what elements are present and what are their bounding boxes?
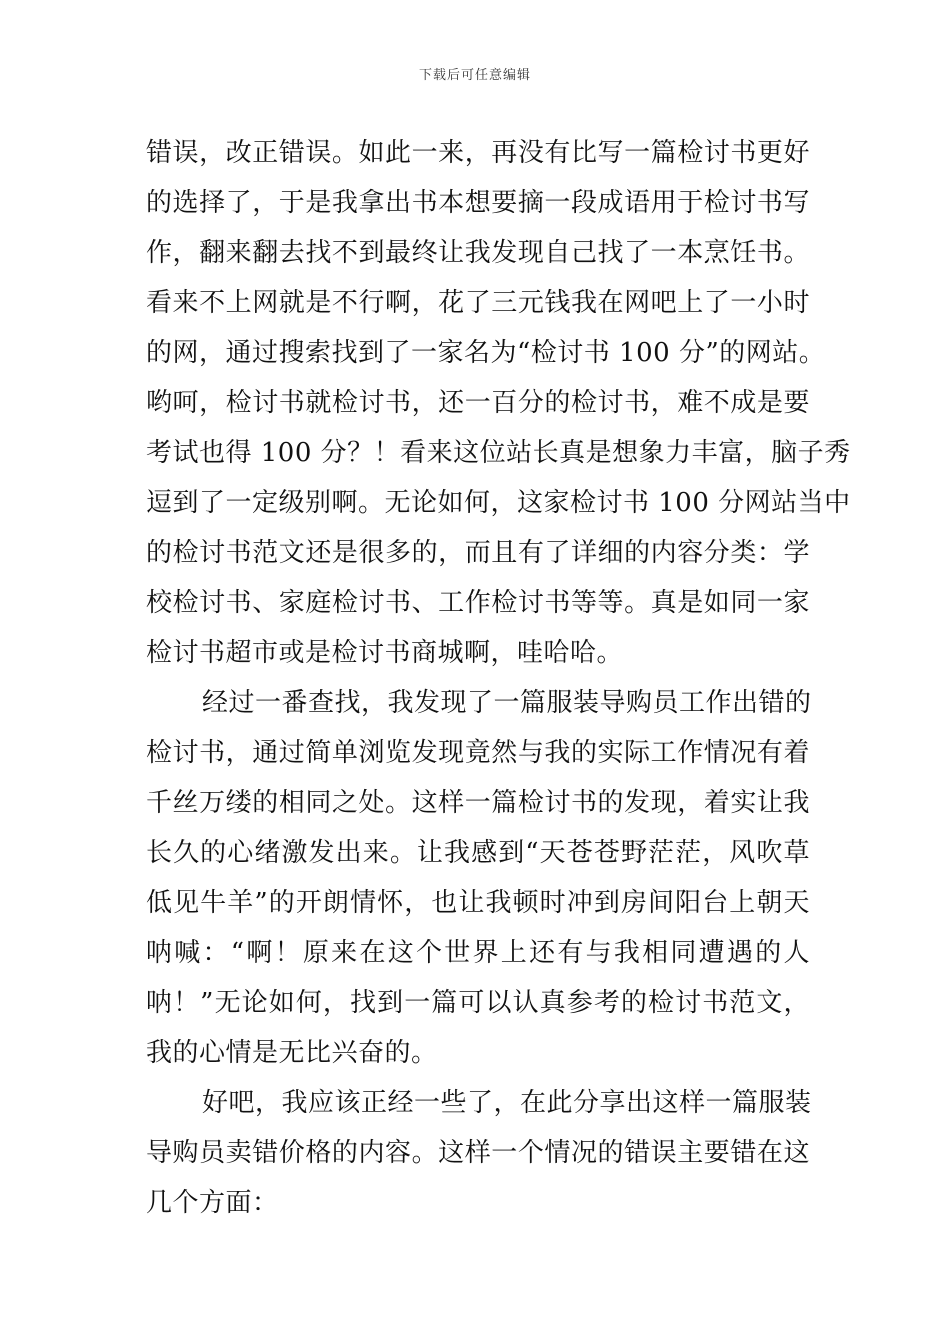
text-line: 我的心情是无比兴奋的。 — [146, 1038, 438, 1068]
text-line: 好吧，我应该正经一些了，在此分享出这样一篇服装 — [202, 1088, 812, 1118]
text-line: 长久的心绪激发出来。让我感到“天苍苍野茫茫，风吹草 — [146, 838, 810, 868]
text-line: 的选择了，于是我拿出书本想要摘一段成语用于检讨书写 — [146, 188, 810, 218]
text-line: 作，翻来翻去找不到最终让我发现自己找了一本烹饪书。 — [146, 238, 810, 268]
text-line: 千丝万缕的相同之处。这样一篇检讨书的发现，着实让我 — [146, 788, 810, 818]
text-line: 几个方面： — [146, 1188, 279, 1218]
text-line: 逗到了一定级别啊。无论如何，这家检讨书 100 分网站当中 — [146, 488, 851, 518]
text-line: 哟呵，检讨书就检讨书，还一百分的检讨书，难不成是要 — [146, 388, 810, 418]
text-line: 看来不上网就是不行啊，花了三元钱我在网吧上了一小时 — [146, 288, 810, 318]
text-line: 考试也得 100 分？！看来这位站长真是想象力丰富，脑子秀 — [146, 438, 851, 468]
text-line: 的网，通过搜索找到了一家名为“检讨书 100 分”的网站。 — [146, 338, 826, 368]
text-line: 检讨书，通过简单浏览发现竟然与我的实际工作情况有着 — [146, 738, 810, 768]
paragraph-1 — [146, 128, 851, 678]
text-line: 导购员卖错价格的内容。这样一个情况的错误主要错在这 — [146, 1138, 810, 1168]
text-line: 经过一番查找，我发现了一篇服装导购员工作出错的 — [202, 688, 812, 718]
page-header: 下载后可任意编辑 — [418, 68, 531, 83]
text-line: 低见牛羊”的开朗情怀，也让我顿时冲到房间阳台上朝天 — [146, 888, 810, 918]
text-line: 呐！”无论如何，找到一篇可以认真参考的检讨书范文， — [146, 988, 810, 1018]
text-line: 错误，改正错误。如此一来，再没有比写一篇检讨书更好 — [146, 138, 810, 168]
text-line: 呐喊：“啊！原来在这个世界上还有与我相同遭遇的人 — [146, 938, 810, 968]
text-line: 的检讨书范文还是很多的，而且有了详细的内容分类：学 — [146, 538, 810, 568]
paragraph-3 — [146, 1078, 810, 1228]
document-body — [146, 128, 851, 1228]
text-line: 检讨书超市或是检讨书商城啊，哇哈哈。 — [146, 638, 624, 668]
text-line: 校检讨书、家庭检讨书、工作检讨书等等。真是如同一家 — [146, 588, 810, 618]
paragraph-2 — [146, 678, 810, 1078]
